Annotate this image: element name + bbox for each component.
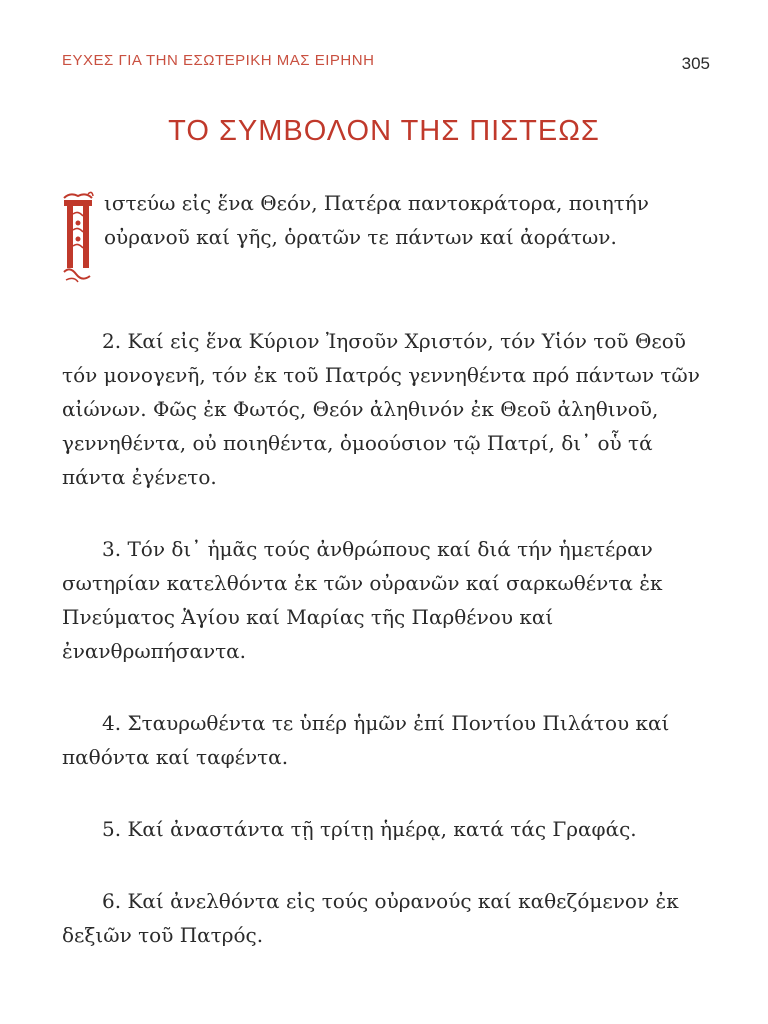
paragraph-1 xyxy=(62,186,712,286)
running-header: ΕΥΧΕΣ ΓΙΑ ΤΗΝ ΕΣΩΤΕΡΙΚΗ ΜΑΣ ΕΙΡΗΝΗ xyxy=(62,52,375,69)
paragraph-3: 3. Τόν δι᾿ ἡμᾶς τούς ἀνθρώπους καί διά τήν ἡμετέραν σωτηρίαν κατελθόντα ἐκ τῶν οὐρανῶν καί σαρκωθέντα ἐκ Πνεύματος Ἁγίου καί Μαρίας τῆς Παρθένου καί ἐνανθρωπήσαντα. xyxy=(62,537,663,663)
paragraph-5: 5. Καί ἀναστάντα τῇ τρίτῃ ἡμέρᾳ, κατά τάς Γραφάς. xyxy=(102,817,637,841)
paragraph-6: 6. Καί ἀνελθόντα εἰς τούς οὐρανούς καί καθεζόμενον ἐκ δεξιῶν τοῦ Πατρός. xyxy=(62,889,679,947)
ornate-initial-pi-icon xyxy=(62,190,94,286)
paragraph-1-text: ιστεύω εἰς ἕνα Θεόν, Πατέρα παντοκράτορα, ποιητήν οὐρανοῦ καί γῆς, ὁρατῶν τε πάντων καί ἀοράτων. xyxy=(104,191,649,249)
page-title: ΤΟ ΣΥΜΒΟΛΟΝ ΤΗΣ ΠΙΣΤΕΩΣ xyxy=(168,115,600,147)
page-number: 305 xyxy=(681,54,710,73)
paragraph-4: 4. Σταυρωθέντα τε ὑπέρ ἡμῶν ἐπί Ποντίου Πιλάτου καί παθόντα καί ταφέντα. xyxy=(62,711,670,769)
creed-text xyxy=(62,186,712,990)
paragraph-2: 2. Καί εἰς ἕνα Κύριον Ἰησοῦν Χριστόν, τόν Υἱόν τοῦ Θεοῦ τόν μονογενῆ, τόν ἐκ τοῦ Πατρός γεννηθέντα πρό πάντων τῶν αἰώνων. Φῶς ἐκ Φωτός, Θεόν ἀληθινόν ἐκ Θεοῦ ἀληθινοῦ, γεννηθέντα, οὐ ποιηθέντα, ὁμοούσιον τῷ Πατρί, δι᾿ οὗ τά πάντα ἐγένετο. xyxy=(62,329,700,489)
